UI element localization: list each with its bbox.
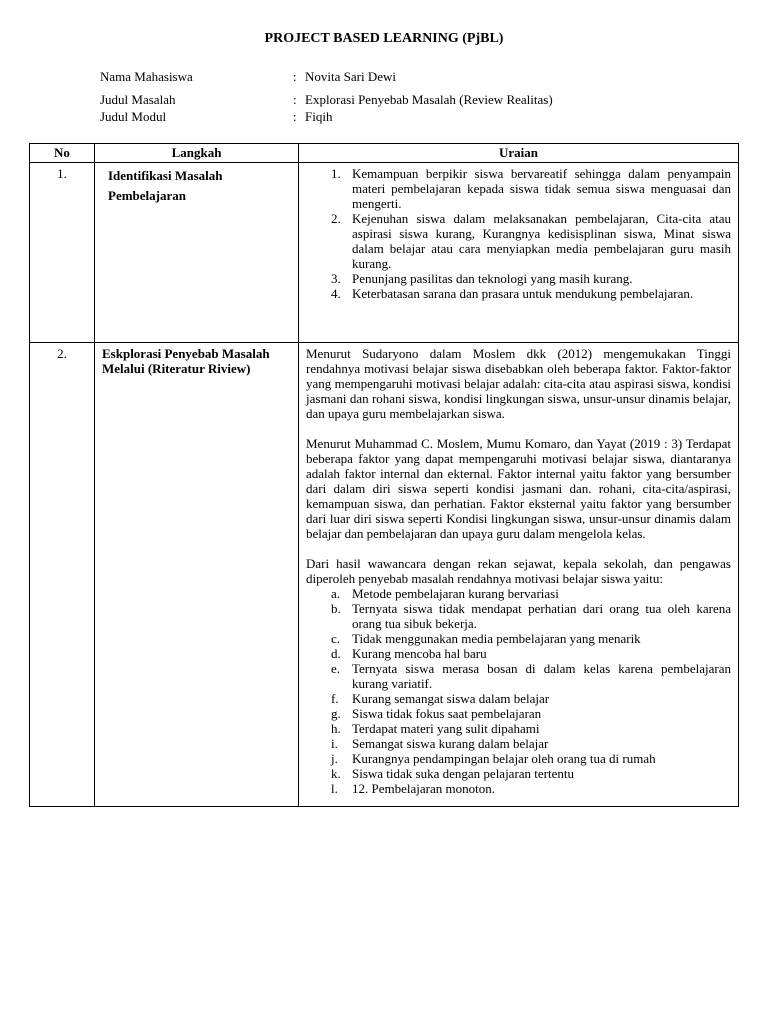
list-item-text: Kurang semangat siswa dalam belajar [352, 691, 550, 706]
table-row [30, 343, 739, 807]
list-marker: e. [331, 661, 341, 676]
list-item [306, 721, 731, 736]
list-item [306, 766, 731, 781]
info-label: Nama Mahasiswa [100, 69, 193, 84]
list-marker: h. [331, 721, 341, 736]
list-marker: l. [331, 781, 338, 796]
list-item-text: Kurangnya pendampingan belajar oleh orang tua di rumah [352, 751, 656, 766]
list-item [306, 586, 731, 601]
list-item [306, 706, 731, 721]
list-item-text: Kejenuhan siswa dalam melaksanakan pembelajaran, Cita-cita atau aspirasi siswa kurang, Kurangnya kedisisplinan siswa, Minat siswa dalam belajar atau cara menyiapkan media pembelajaran guru masih kurang. [352, 211, 731, 271]
list-item-text: Kurang mencoba hal baru [352, 646, 487, 661]
list-item [306, 166, 731, 211]
list-item-text: Kemampuan berpikir siswa bervareatif sehingga dalam penyampain materi pembelajaran kepada siswa tidak semua siswa menguasai dan mengerti. [352, 166, 731, 211]
info-label: Judul Masalah [100, 92, 176, 107]
list-item [306, 271, 731, 286]
list-marker: k. [331, 766, 341, 781]
row-number: 2. [30, 343, 95, 807]
list-item-text: Siswa tidak fokus saat pembelajaran [352, 706, 542, 721]
header-no: No [30, 144, 95, 163]
list-item-text: Keterbatasan sarana dan prasara untuk mendukung pembelajaran. [352, 286, 694, 301]
row-description [299, 163, 739, 343]
list-item [306, 661, 731, 691]
list-marker: b. [331, 601, 341, 616]
info-value: Explorasi Penyebab Masalah (Review Realitas) [305, 92, 553, 107]
list-item-text: Penunjang pasilitas dan teknologi yang masih kurang. [352, 271, 633, 286]
table-row [30, 163, 739, 343]
list-item-text: Ternyata siswa merasa bosan di dalam kelas karena pembelajaran kurang variatif. [352, 661, 731, 691]
list-marker: 4. [331, 286, 341, 301]
list-item-text: Metode pembelajaran kurang bervariasi [352, 586, 559, 601]
list-marker: c. [331, 631, 341, 646]
list-item-text: 12. Pembelajaran monoton. [352, 781, 495, 796]
list-item-text: Terdapat materi yang sulit dipahami [352, 721, 540, 736]
list-marker: 3. [331, 271, 341, 286]
list-item [306, 601, 731, 631]
info-value: Novita Sari Dewi [305, 69, 396, 84]
list-marker: f. [331, 691, 339, 706]
list-marker: i. [331, 736, 338, 751]
row-description [299, 343, 739, 807]
info-colon: : [293, 109, 297, 124]
info-value: Fiqih [305, 109, 333, 124]
header-description: Uraian [299, 144, 739, 163]
list-item [306, 781, 731, 796]
list-marker: d. [331, 646, 341, 661]
list-item [306, 691, 731, 706]
info-label: Judul Modul [100, 109, 167, 124]
table-header-row [30, 144, 739, 163]
row-step: Eskplorasi Penyebab Masalah Melalui (Riteratur Riview) [95, 343, 299, 807]
cause-list [306, 586, 731, 796]
list-item [306, 211, 731, 271]
list-marker: 1. [331, 166, 341, 181]
list-item-text: Ternyata siswa tidak mendapat perhatian dari orang tua oleh karena orang tua sibuk bekerja. [352, 601, 731, 631]
list-item [306, 631, 731, 646]
paragraph: Menurut Sudaryono dalam Moslem dkk (2012) mengemukakan Tinggi rendahnya motivasi belajar siswa disebabkan oleh beberapa faktor. Faktor-faktor yang mempengaruhi motivasi belajar adalah: cita-cita atau aspirasi siswa, kondisi jasmani dan rohani siswa, kondisi lingkungan siswa, unsur-unsur dinamis belajar, dan upaya guru membelajarkan siswa. [306, 346, 731, 421]
list-item-text: Semangat siswa kurang dalam belajar [352, 736, 549, 751]
list-marker: j. [331, 751, 338, 766]
list-item-text: Tidak menggunakan media pembelajaran yang menarik [352, 631, 641, 646]
paragraph: Dari hasil wawancara dengan rekan sejawat, kepala sekolah, dan pengawas diperoleh penyebab masalah rendahnya motivasi belajar siswa yaitu: [306, 556, 731, 586]
pjbl-table [29, 143, 739, 807]
row-number: 1. [30, 163, 95, 343]
list-item [306, 751, 731, 766]
header-step: Langkah [95, 144, 299, 163]
list-marker: 2. [331, 211, 341, 226]
info-colon: : [293, 69, 297, 84]
problem-list [306, 166, 731, 301]
list-item-text: Siswa tidak suka dengan pelajaran tertentu [352, 766, 575, 781]
list-item [306, 646, 731, 661]
list-item [306, 736, 731, 751]
info-colon: : [293, 92, 297, 107]
row-step: Identifikasi Masalah Pembelajaran [95, 163, 299, 343]
list-marker: g. [331, 706, 341, 721]
paragraph: Menurut Muhammad C. Moslem, Mumu Komaro, dan Yayat (2019 : 3) Terdapat beberapa faktor yang dapat mempengaruhi motivasi belajar siswa, diantaranya adalah faktor internal dan ekternal. Faktor internal yaitu faktor yang bersumber dari dalam diri siswa seperti kondisi jasmani dan. rohani, cita-cita/aspirasi, kemampuan siswa, dan perhatian. Faktor eksternal yaitu faktor yang bersumber dari luar diri siswa seperti Kondisi lingkungan siswa, unsur-unsur dinamis dalam belajar dan pembelajaran dan upaya guru dalam mengelola kelas. [306, 436, 731, 541]
list-item [306, 286, 731, 301]
list-marker: a. [331, 586, 341, 601]
document-title: PROJECT BASED LEARNING (PjBL) [264, 31, 504, 46]
